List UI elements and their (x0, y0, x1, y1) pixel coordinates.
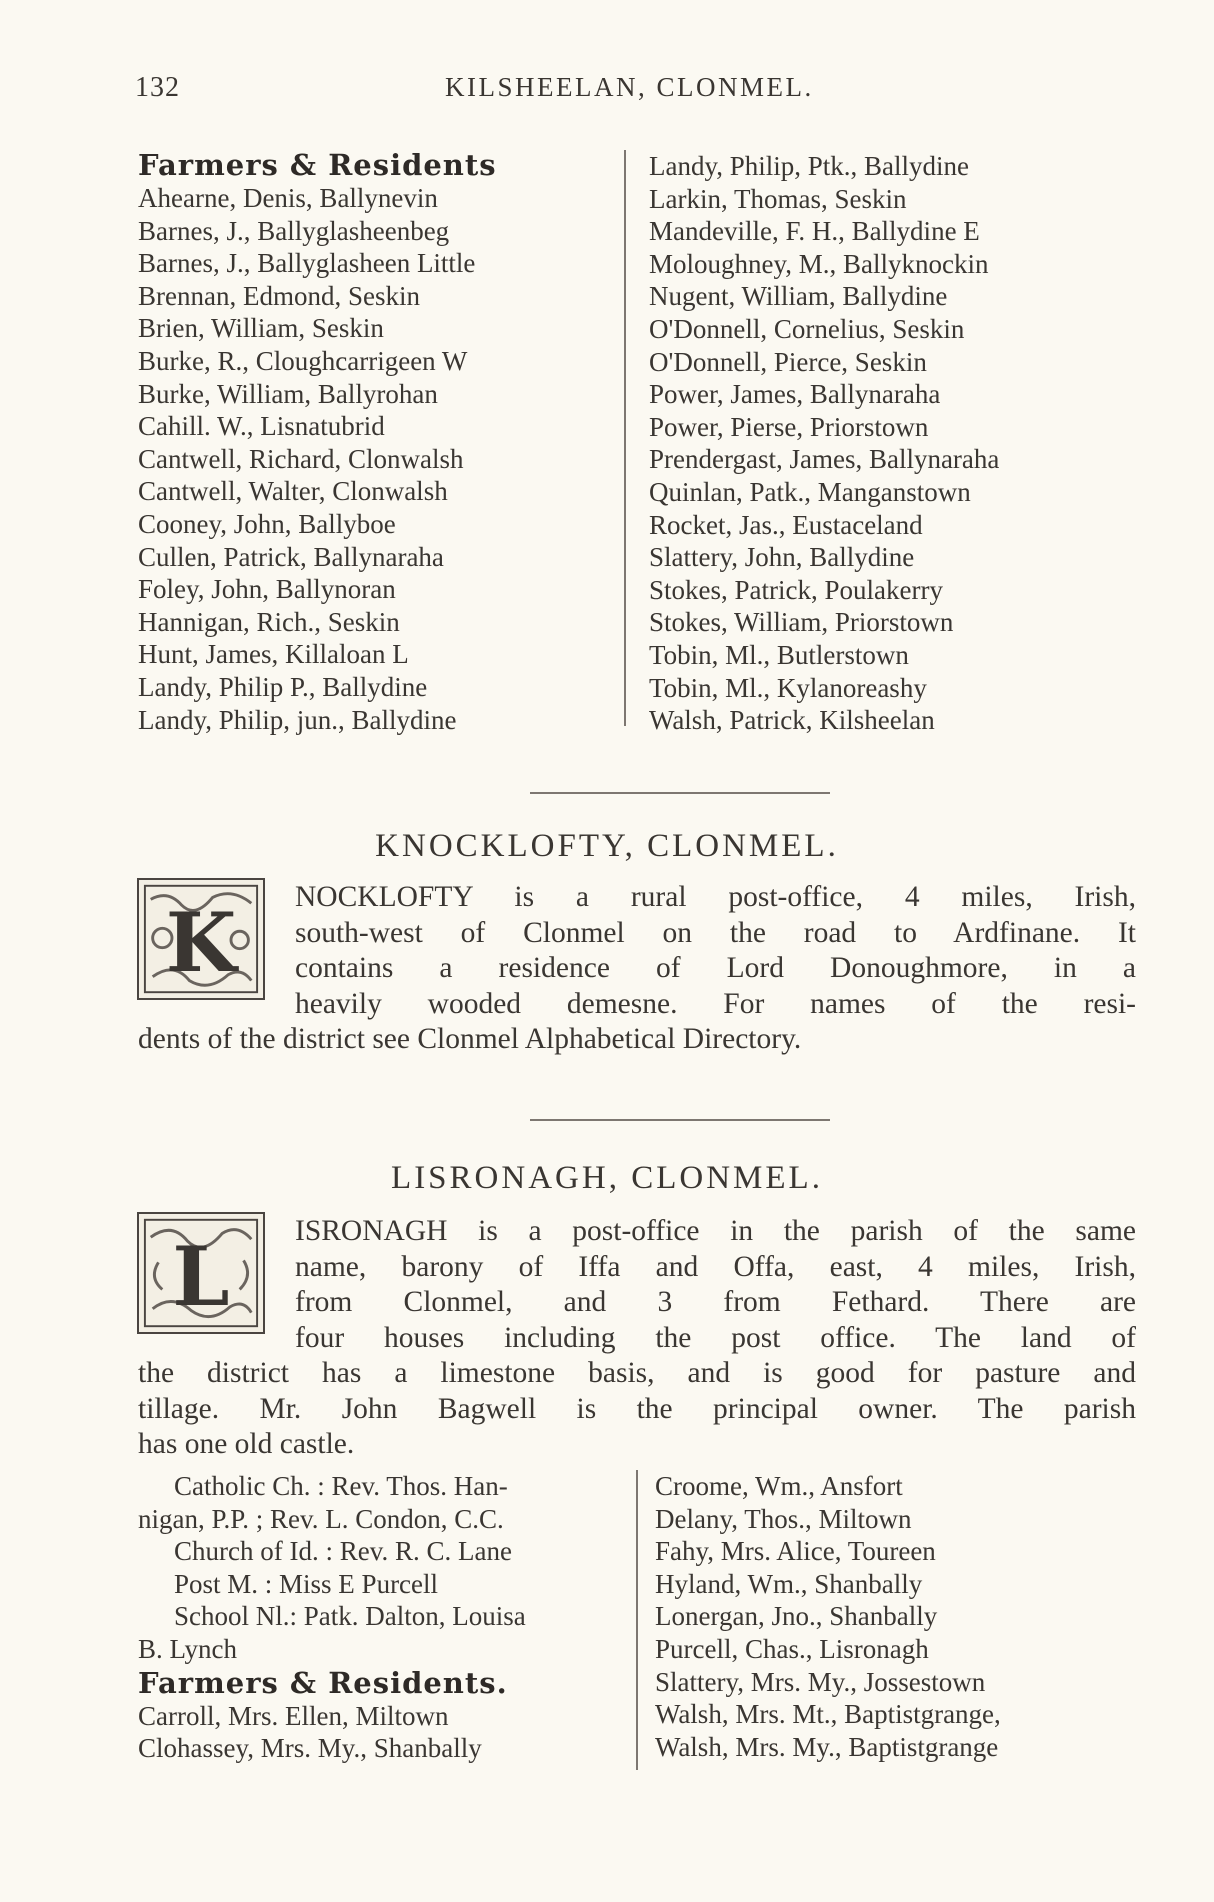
page-header (0, 72, 1214, 112)
directory-entry: Prendergast, James, Ballynaraha (649, 444, 1000, 475)
knocklofty-title: KNOCKLOFTY, CLONMEL. (375, 828, 839, 864)
directory-entry: Power, Pierse, Priorstown (649, 411, 929, 442)
post-office-line: Post M. : Miss E Purcell (174, 1568, 439, 1599)
page-number: 132 (135, 72, 180, 103)
svg-text:L: L (172, 1229, 230, 1325)
directory-entry: Mandeville, F. H., Ballydine E (649, 216, 980, 247)
directory-entry: Tobin, Ml., Butlerstown (649, 639, 909, 670)
kilsheelan-farmers-heading: Farmers & Residents (138, 148, 497, 182)
directory-entry: Cahill. W., Lisnatubrid (138, 411, 385, 442)
directory-entry: Moloughney, M., Ballyknockin (649, 248, 989, 279)
directory-entry: Nugent, William, Ballydine (649, 281, 948, 312)
directory-entry: O'Donnell, Pierce, Seskin (649, 346, 927, 377)
paragraph-line: heavily wooded demesne. For names of the resi- (295, 987, 1136, 1020)
paragraph-line: contains a residence of Lord Donoughmore, in a (295, 952, 1136, 984)
directory-entry: Landy, Philip, jun., Ballydine (138, 704, 457, 735)
paragraph-line: has one old castle. (138, 1428, 355, 1460)
column-divider (636, 1470, 638, 1770)
kilsheelan-right-list (649, 150, 1119, 737)
directory-entry: Stokes, William, Priorstown (649, 607, 954, 638)
clergy-line: Catholic Ch. : Rev. Thos. Han- (174, 1471, 508, 1501)
school-line: School Nl.: Patk. Dalton, Louisa (174, 1601, 526, 1632)
directory-entry: Carroll, Mrs. Ellen, Miltown (138, 1700, 449, 1731)
directory-entry: Brien, William, Seskin (138, 313, 384, 344)
directory-entry: Quinlan, Patk., Manganstown (649, 476, 971, 507)
column-divider (624, 150, 626, 726)
lisronagh-title: LISRONAGH, CLONMEL. (391, 1160, 823, 1196)
kilsheelan-left-list (138, 182, 618, 736)
directory-entry: Cantwell, Walter, Clonwalsh (138, 476, 448, 507)
directory-entry: Landy, Philip P., Ballydine (138, 671, 428, 702)
directory-entry: Cooney, John, Ballyboe (138, 508, 396, 539)
directory-entry: O'Donnell, Cornelius, Seskin (649, 313, 965, 344)
paragraph-line: from Clonmel, and 3 from Fethard. There are (295, 1286, 1136, 1318)
svg-text:K: K (165, 895, 237, 991)
directory-entry: Walsh, Patrick, Kilsheelan (649, 705, 935, 736)
directory-entry: Hyland, Wm., Shanbally (655, 1568, 923, 1599)
paragraph-line: four houses including the post office. The land of (295, 1321, 1136, 1354)
directory-entry: Delany, Thos., Miltown (655, 1503, 912, 1534)
directory-entry: Barnes, J., Ballyglasheenbeg (138, 215, 450, 246)
directory-entry: Power, James, Ballynaraha (649, 379, 941, 410)
directory-entry: Larkin, Thomas, Seskin (649, 183, 907, 214)
directory-entry: Tobin, Ml., Kylanoreashy (649, 672, 927, 703)
section-divider (530, 1119, 830, 1121)
lisronagh-right-list (655, 1470, 1155, 1763)
directory-entry: Fahy, Mrs. Alice, Toureen (655, 1536, 936, 1567)
directory-entry: Clohassey, Mrs. My., Shanbally (138, 1733, 482, 1764)
paragraph-line: south-west of Clonmel on the road to Ardfinane. It (295, 916, 1136, 949)
running-title: KILSHEELAN, CLONMEL. (445, 72, 814, 102)
directory-entry: Brennan, Edmond, Seskin (138, 280, 420, 311)
directory-entry: Hunt, James, Killaloan L (138, 639, 409, 670)
kilsheelan-left-column (138, 148, 618, 736)
clergy-line: Church of Id. : Rev. R. C. Lane (174, 1536, 512, 1567)
directory-entry: Barnes, J., Ballyglasheen Little (138, 248, 476, 279)
directory-entry: Landy, Philip, Ptk., Ballydine (649, 151, 969, 181)
directory-entry: Cantwell, Richard, Clonwalsh (138, 443, 464, 474)
directory-entry: Hannigan, Rich., Seskin (138, 606, 400, 637)
clergy-line: nigan, P.P. ; Rev. L. Condon, C.C. (138, 1503, 504, 1534)
directory-entry: Burke, R., Cloughcarrigeen W (138, 345, 468, 376)
directory-entry: Walsh, Mrs. Mt., Baptistgrange, (655, 1699, 1001, 1730)
paragraph-line: tillage. Mr. John Bagwell is the principal owner. The parish (138, 1392, 1136, 1425)
lisronagh-left-residents (138, 1700, 628, 1765)
knocklofty-paragraph (138, 880, 1136, 1058)
directory-entry: Slattery, John, Ballydine (649, 542, 915, 573)
paragraph-line: name, barony of Iffa and Offa, east, 4 miles, Irish, (295, 1250, 1136, 1283)
school-line: B. Lynch (138, 1633, 237, 1664)
lisronagh-paragraph (138, 1214, 1136, 1463)
directory-entry: Ahearne, Denis, Ballynevin (138, 183, 438, 213)
paragraph-line: ISRONAGH is a post-office in the parish of the same (295, 1215, 1136, 1247)
directory-entry: Slattery, Mrs. My., Jossestown (655, 1666, 986, 1697)
directory-entry: Purcell, Chas., Lisronagh (655, 1633, 929, 1664)
directory-entry: Burke, William, Ballyrohan (138, 378, 438, 409)
lisronagh-farmers-heading: Farmers & Residents. (138, 1665, 508, 1700)
section-divider (530, 792, 830, 794)
directory-entry: Lonergan, Jno., Shanbally (655, 1601, 938, 1632)
kilsheelan-right-column (649, 150, 1119, 737)
directory-entry: Stokes, Patrick, Poulakerry (649, 574, 943, 605)
directory-entry: Walsh, Mrs. My., Baptistgrange (655, 1731, 999, 1762)
directory-entry: Croome, Wm., Ansfort (655, 1471, 903, 1501)
lisronagh-right-column (655, 1470, 1155, 1763)
directory-entry: Rocket, Jas., Eustaceland (649, 509, 923, 540)
paragraph-line: the district has a limestone basis, and is good for pasture and (138, 1357, 1136, 1389)
paragraph-line: NOCKLOFTY is a rural post-office, 4 miles, Irish, (295, 881, 1136, 913)
lisronagh-left-column (138, 1470, 628, 1765)
directory-entry: Foley, John, Ballynoran (138, 574, 396, 605)
directory-entry: Cullen, Patrick, Ballynaraha (138, 541, 444, 572)
paragraph-line: dents of the district see Clonmel Alphabetical Directory. (138, 1023, 802, 1055)
